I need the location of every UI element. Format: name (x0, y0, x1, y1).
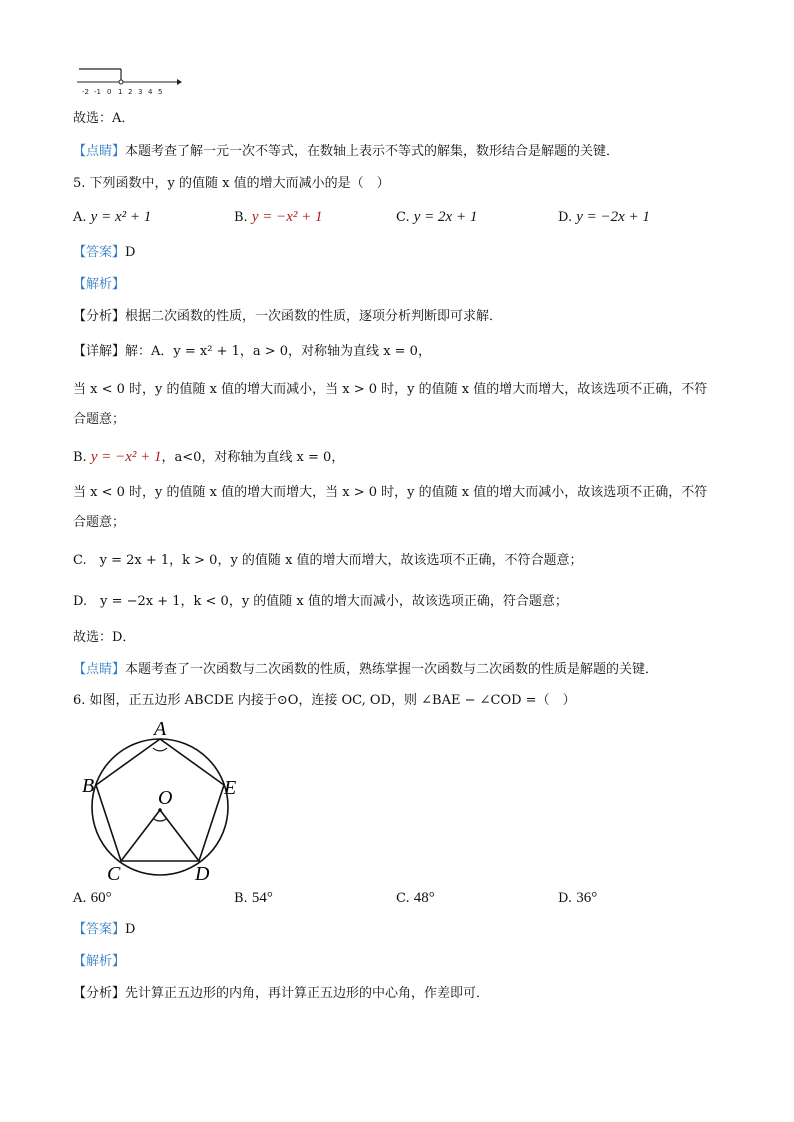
tick-label: 5 (158, 88, 163, 96)
answer-value: D (125, 922, 136, 937)
comment-tag: 【点睛】 (73, 144, 126, 159)
fenxi-6 (73, 985, 489, 1003)
comment-1 (73, 143, 619, 161)
detail-b (73, 448, 344, 467)
option-letter: B. (234, 210, 248, 225)
option-letter: D. (558, 210, 573, 225)
option-value: 48° (413, 890, 435, 906)
detail-b-rest: ，a<0，对称轴为直线 x = 0， (161, 450, 345, 465)
answer-tag: 【答案】 (73, 922, 126, 937)
angle-bae-mark (153, 748, 167, 751)
tick-label: 3 (138, 88, 143, 96)
detail-a (73, 343, 431, 361)
q6-option-d (558, 889, 597, 908)
number-line-svg (73, 64, 183, 98)
detail-b-2: 当 x < 0 时，y 的值随 x 值的增大而增大，当 x > 0 时，y 的值随 x 值的增大而减小，故该选项不正确，不符 (73, 485, 708, 500)
comment-tag: 【点睛】 (73, 662, 126, 677)
answer-5 (73, 244, 135, 262)
analysis-5 (73, 276, 125, 294)
question-6-stem: 6. 如图，正五边形 ABCDE 内接于⊙O，连接 OC, OD，则 ∠BAE − ∠COD =（ ） (73, 693, 576, 708)
q6-option-a (73, 889, 112, 908)
answer-tag: 【答案】 (73, 245, 126, 260)
fenxi-text: 先计算正五边形的内角，再计算正五边形的中心角，作差即可． (125, 986, 490, 1001)
analysis-6 (73, 953, 125, 971)
detail-b-3: 合题意； (73, 515, 126, 530)
comment-2 (73, 661, 658, 679)
q5-option-a (73, 208, 151, 227)
option-letter: C. (396, 210, 410, 225)
label-d: D (195, 863, 210, 885)
label-o: O (158, 787, 173, 809)
fenxi-5 (73, 308, 502, 326)
q5-option-b (234, 208, 323, 227)
q5-option-d (558, 208, 650, 227)
detail-c: C. y = 2x + 1，k > 0，y 的值随 x 值的增大而增大，故该选项不正确，不符合题意； (73, 553, 583, 568)
label-e: E (224, 777, 237, 799)
tick-label: -2 (82, 88, 89, 96)
tick-label: 1 (118, 88, 123, 96)
fenxi-tag: 【分析】 (73, 986, 126, 1001)
comment-text: 本题考查了解一元一次不等式，在数轴上表示不等式的解集，数形结合是解题的关键． (125, 144, 620, 159)
number-line-figure (73, 64, 183, 98)
option-expr: y = 2x + 1 (413, 209, 478, 225)
question-5-stem: 5. 下列函数中，y 的值随 x 值的增大而减小的是（ ） (73, 176, 390, 191)
label-a: A (154, 720, 167, 740)
option-letter: A. (73, 210, 87, 225)
answer-value: D (125, 245, 136, 260)
tick-label: -1 (94, 88, 101, 96)
choose-d: 故选：D． (73, 630, 136, 645)
comment-text: 本题考查了一次函数与二次函数的性质，熟练掌握一次函数与二次函数的性质是解题的关键． (125, 662, 659, 677)
angle-cod-mark (154, 819, 166, 821)
analysis-tag: 【解析】 (73, 277, 126, 292)
pentagon-svg (78, 720, 268, 885)
detail-b-expr: y = −x² + 1 (90, 449, 162, 465)
label-b: B (82, 775, 95, 797)
option-letter: B. (234, 891, 248, 906)
option-expr: y = −2x + 1 (576, 209, 650, 225)
detail-a-3: 合题意； (73, 412, 126, 427)
detail-a-2: 当 x < 0 时，y 的值随 x 值的增大而减小，当 x > 0 时，y 的值随 x 值的增大而增大，故该选项不正确，不符 (73, 382, 708, 397)
q6-option-c (396, 889, 435, 908)
pentagon-figure (78, 720, 268, 885)
option-value: 54° (251, 890, 273, 906)
tick-label: 2 (128, 88, 133, 96)
fenxi-text: 根据二次函数的性质，一次函数的性质，逐项分析判断即可求解． (125, 309, 503, 324)
fenxi-tag: 【分析】 (73, 309, 126, 324)
detail-b-prefix: B. (73, 450, 87, 465)
option-value: 36° (576, 890, 598, 906)
answer-6 (73, 921, 135, 939)
tick-label: 4 (148, 88, 153, 96)
option-expr: y = −x² + 1 (251, 209, 323, 225)
choose-a: 故选：A． (73, 111, 135, 126)
option-expr: y = x² + 1 (90, 209, 152, 225)
tick-label: 0 (107, 88, 112, 96)
option-letter: C. (396, 891, 410, 906)
detail-d: D. y = −2x + 1，k < 0，y 的值随 x 值的增大而减小，故该选项正确，符合题意； (73, 594, 568, 609)
option-value: 60° (90, 890, 112, 906)
option-letter: A. (73, 891, 87, 906)
label-c: C (107, 863, 121, 885)
detail-tag: 【详解】 (73, 344, 126, 359)
q5-option-c (396, 208, 477, 227)
detail-text: 解：A．y = x² + 1，a > 0，对称轴为直线 x = 0， (125, 344, 431, 359)
option-letter: D. (558, 891, 573, 906)
q6-option-b (234, 889, 273, 908)
analysis-tag: 【解析】 (73, 954, 126, 969)
